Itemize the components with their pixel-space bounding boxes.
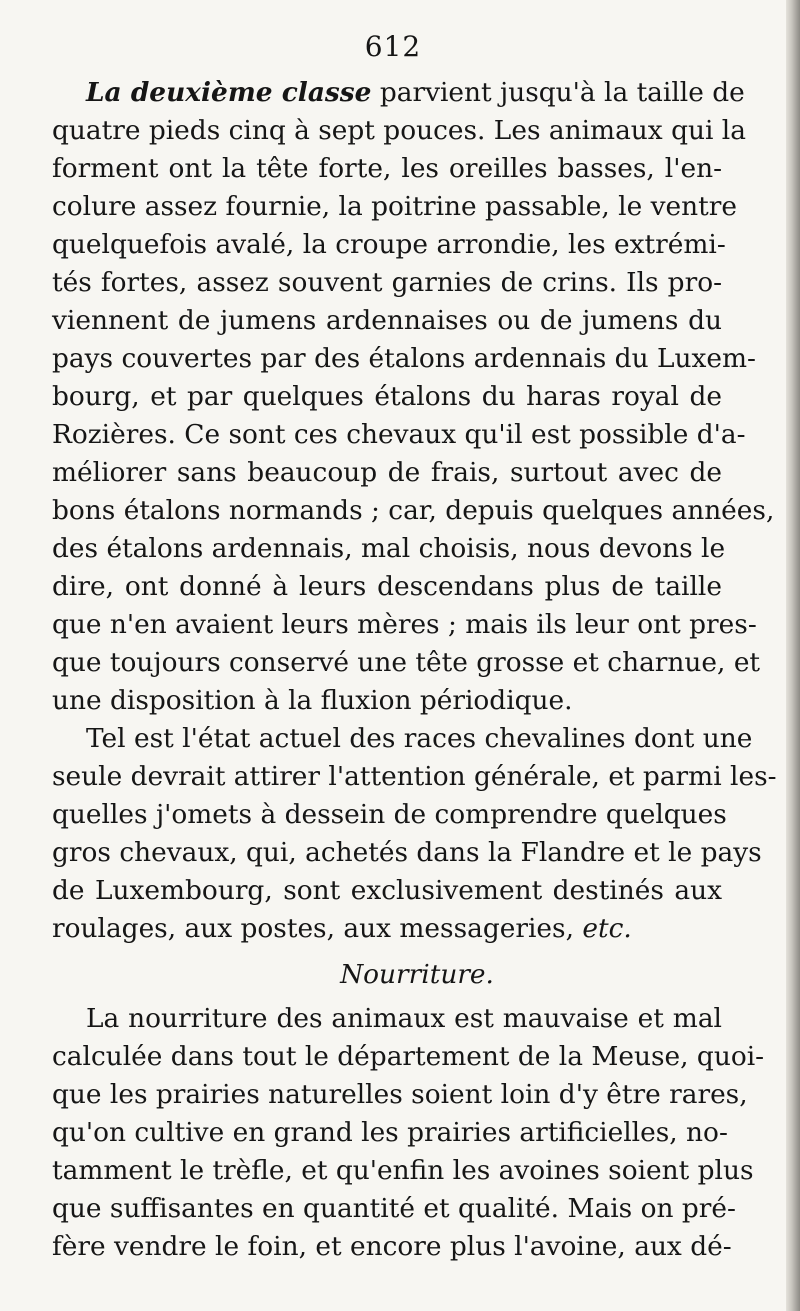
page-edge-shadow: [786, 0, 800, 1311]
text-line: que les prairies naturelles soient loin d'y être rares,: [52, 1079, 748, 1110]
text-line: bons étalons normands ; car, depuis quelques années,: [52, 495, 775, 526]
text-line: La deuxième classe parvient jusqu'à la taille de: [86, 77, 745, 108]
text-line: quelquefois avalé, la croupe arrondie, les extrémi-: [52, 229, 726, 260]
text-line: forment ont la tête forte, les oreilles basses, l'en-: [52, 153, 722, 184]
text-line: des étalons ardennais, mal choisis, nous devons le: [52, 533, 726, 564]
text-line: dire, ont donné à leurs descendans plus de taille: [52, 571, 722, 602]
paragraph-horse-races: [52, 720, 777, 948]
text-line: Rozières. Ce sont ces chevaux qu'il est possible d'a-: [52, 419, 746, 450]
text-line: quatre pieds cinq à sept pouces. Les animaux qui la: [52, 115, 746, 146]
text-line: tamment le trèfle, et qu'enfin les avoines soient plus: [52, 1155, 754, 1186]
text-line: seule devrait attirer l'attention générale, et parmi les-: [52, 761, 777, 792]
text-line: viennent de jumens ardennaises ou de jumens du: [52, 305, 722, 336]
page-body: [52, 74, 777, 1266]
text-line: roulages, aux postes, aux messageries, etc.: [52, 913, 632, 944]
text-line: que n'en avaient leurs mères ; mais ils leur ont pres-: [52, 609, 757, 640]
paragraph-nourriture: [52, 1000, 765, 1266]
text-line: fère vendre le foin, et encore plus l'avoine, aux dé-: [52, 1231, 732, 1262]
text-line: gros chevaux, qui, achetés dans la Flandre et le pays: [52, 837, 762, 868]
etc-abbreviation: etc.: [582, 913, 632, 944]
text-line: une disposition à la fluxion périodique.: [52, 685, 573, 716]
text-line: qu'on cultive en grand les prairies artificielles, no-: [52, 1117, 728, 1148]
text-line: calculée dans tout le département de la Meuse, quoi-: [52, 1041, 765, 1072]
text-line: de Luxembourg, sont exclusivement destinés aux: [52, 875, 722, 906]
section-heading: Nourriture.: [340, 959, 494, 990]
paragraph-lead: La deuxième classe: [86, 77, 372, 108]
text-line: colure assez fournie, la poitrine passable, le ventre: [52, 191, 737, 222]
text-line: que toujours conservé une tête grosse et charnue, et: [52, 647, 761, 678]
text-line: tés fortes, assez souvent garnies de crins. Ils pro-: [52, 267, 722, 298]
text-line: bourg, et par quelques étalons du haras royal de: [52, 381, 722, 412]
text-line: pays couvertes par des étalons ardennais du Luxem-: [52, 343, 756, 374]
text-line: méliorer sans beaucoup de frais, surtout avec de: [52, 457, 722, 488]
text-line: Tel est l'état actuel des races chevalines dont une: [86, 723, 753, 754]
text-line: La nourriture des animaux est mauvaise et mal: [86, 1003, 722, 1034]
text-line: quelles j'omets à dessein de comprendre quelques: [52, 799, 727, 830]
text-line: que suffisantes en quantité et qualité. Mais on pré-: [52, 1193, 736, 1224]
page-number: 612: [364, 30, 422, 63]
paragraph-second-class: [52, 74, 775, 720]
